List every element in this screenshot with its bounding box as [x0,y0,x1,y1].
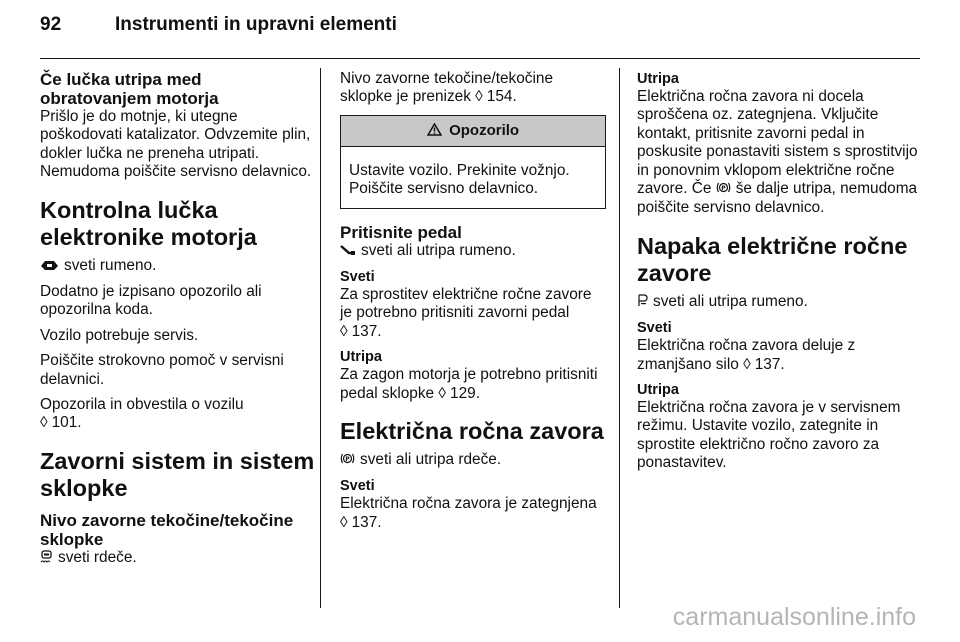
header-rule [40,58,920,59]
svg-text:P: P [345,456,350,464]
column-3 [637,70,920,480]
text-engine-electronics: sveti rumeno. [40,257,315,276]
heading-press-pedal: Pritisnite pedal [340,222,462,242]
parking-brake-icon [340,452,355,470]
heading-engine-electronics: Kontrolna lučka elektronike motorja [40,196,257,250]
epb-fault-icon [637,294,648,312]
heading-epb-fault: Napaka električne ročne zavore [637,232,908,286]
text-flash: Za zagon motorja je potrebno pritisniti pedal sklopke ◊ 129. [340,366,598,402]
text-lit: Za sprostitev električne ročne zavore je potrebno pritisniti zavorni pedal ◊ 137. [340,286,592,340]
text-fault-flash: Električna ročna zavora je v servisnem režimu. Ustavite vozilo, zategnite in sprostite električno ročno zavoro za ponastavitev. [637,399,901,472]
subheading-flash: Utripa [340,349,382,366]
engine-electronics-icon [40,258,59,276]
page-link[interactable]: 129. [450,384,480,402]
text-epb-flash: Električna ročna zavora ni docela sproščena oz. zategnjena. Vključite kontakt, pritisnite zavorni pedal in poskusite ponastaviti sistem s sprostitvijo in ponovnim vklopom električne ročne zavore. Če P še dalje utripa, nemudoma poiščite servisno delavnico. [637,88,918,217]
cross-reference-icon: ◊ [438,384,447,402]
page-number: 92 [40,14,62,35]
page-link[interactable]: 154. [486,88,517,106]
cross-reference-icon: ◊ [340,322,348,340]
subheading-epb-lit: Sveti [340,478,375,495]
subheading-lit: Sveti [637,320,672,337]
text-fluid-level-low: Nivo zavorne tekočine/tekočine sklopke je prenizek ◊ 154. [340,70,554,106]
warning-triangle-icon [427,122,446,139]
page-link[interactable]: 101. [51,414,82,432]
heading-electric-parking-brake: Električna ročna zavora [340,418,604,445]
page-title: Instrumenti in upravni elementi [115,14,397,35]
column-1 [40,70,315,575]
column-2 [340,70,606,539]
watermark: carmanualsonline.info [672,603,916,631]
parking-brake-icon [716,181,731,199]
text-engine-blink: Prišlo je do motnje, ki utegne poškodovati katalizator. Odvzemite plin, dokler lučka ne preneha utripati. Nemudoma poiščite servisno delavnico. [40,108,312,181]
text-warning-code: Dodatno je izpisano opozorilo ali opozorilna koda. [40,283,262,319]
column-divider-1 [320,68,321,608]
text-seek-help: Poiščite strokovno pomoč v servisni delavnici. [40,352,284,388]
brake-fluid-icon [40,550,53,568]
cross-reference-icon: ◊ [40,414,48,432]
heading-brake-system: Zavorni sistem in sistem sklopke [40,447,315,501]
text-service-needed: Vozilo potrebuje servis. [40,326,199,344]
cross-reference-icon: ◊ [743,355,751,373]
subheading-flash: Utripa [637,382,679,399]
page-link[interactable]: 137. [754,355,785,373]
page-header [40,14,397,36]
cross-reference-icon: ◊ [475,88,483,106]
heading-brake-fluid: Nivo zavorne tekočine/tekočine sklopke [40,510,294,549]
text-press-pedal: sveti ali utripa rumeno. [340,242,606,261]
warning-box [340,115,606,209]
text-epb-lit: Električna ročna zavora je zategnjena ◊ 137. [340,495,597,531]
warning-box-text: Ustavite vozilo. Prekinite vožnjo. Poiščite servisno delavnico. [349,161,570,198]
page-link[interactable]: 137. [351,513,382,531]
pedal-icon [340,243,356,261]
text-brake-fluid: sveti rdeče. [40,549,315,568]
text-epb-fault: sveti ali utripa rumeno. [637,293,920,312]
subheading-flash: Utripa [637,71,679,87]
text-epb: P sveti ali utripa rdeče. [340,451,606,470]
text-vehicle-messages: Opozorila in obvestila o vozilu ◊ 101. [40,396,244,432]
column-divider-2 [619,68,620,608]
svg-text:P: P [721,185,726,193]
text-fault-lit: Električna ročna zavora deluje z zmanjšano silo ◊ 137. [637,337,856,373]
warning-box-header: Opozorilo [341,116,605,147]
subheading-lit: Sveti [340,269,375,286]
page-link[interactable]: 137. [351,322,382,340]
heading-engine-blink: Če lučka utripa med obratovanjem motorja [40,70,219,108]
cross-reference-icon: ◊ [340,513,348,531]
